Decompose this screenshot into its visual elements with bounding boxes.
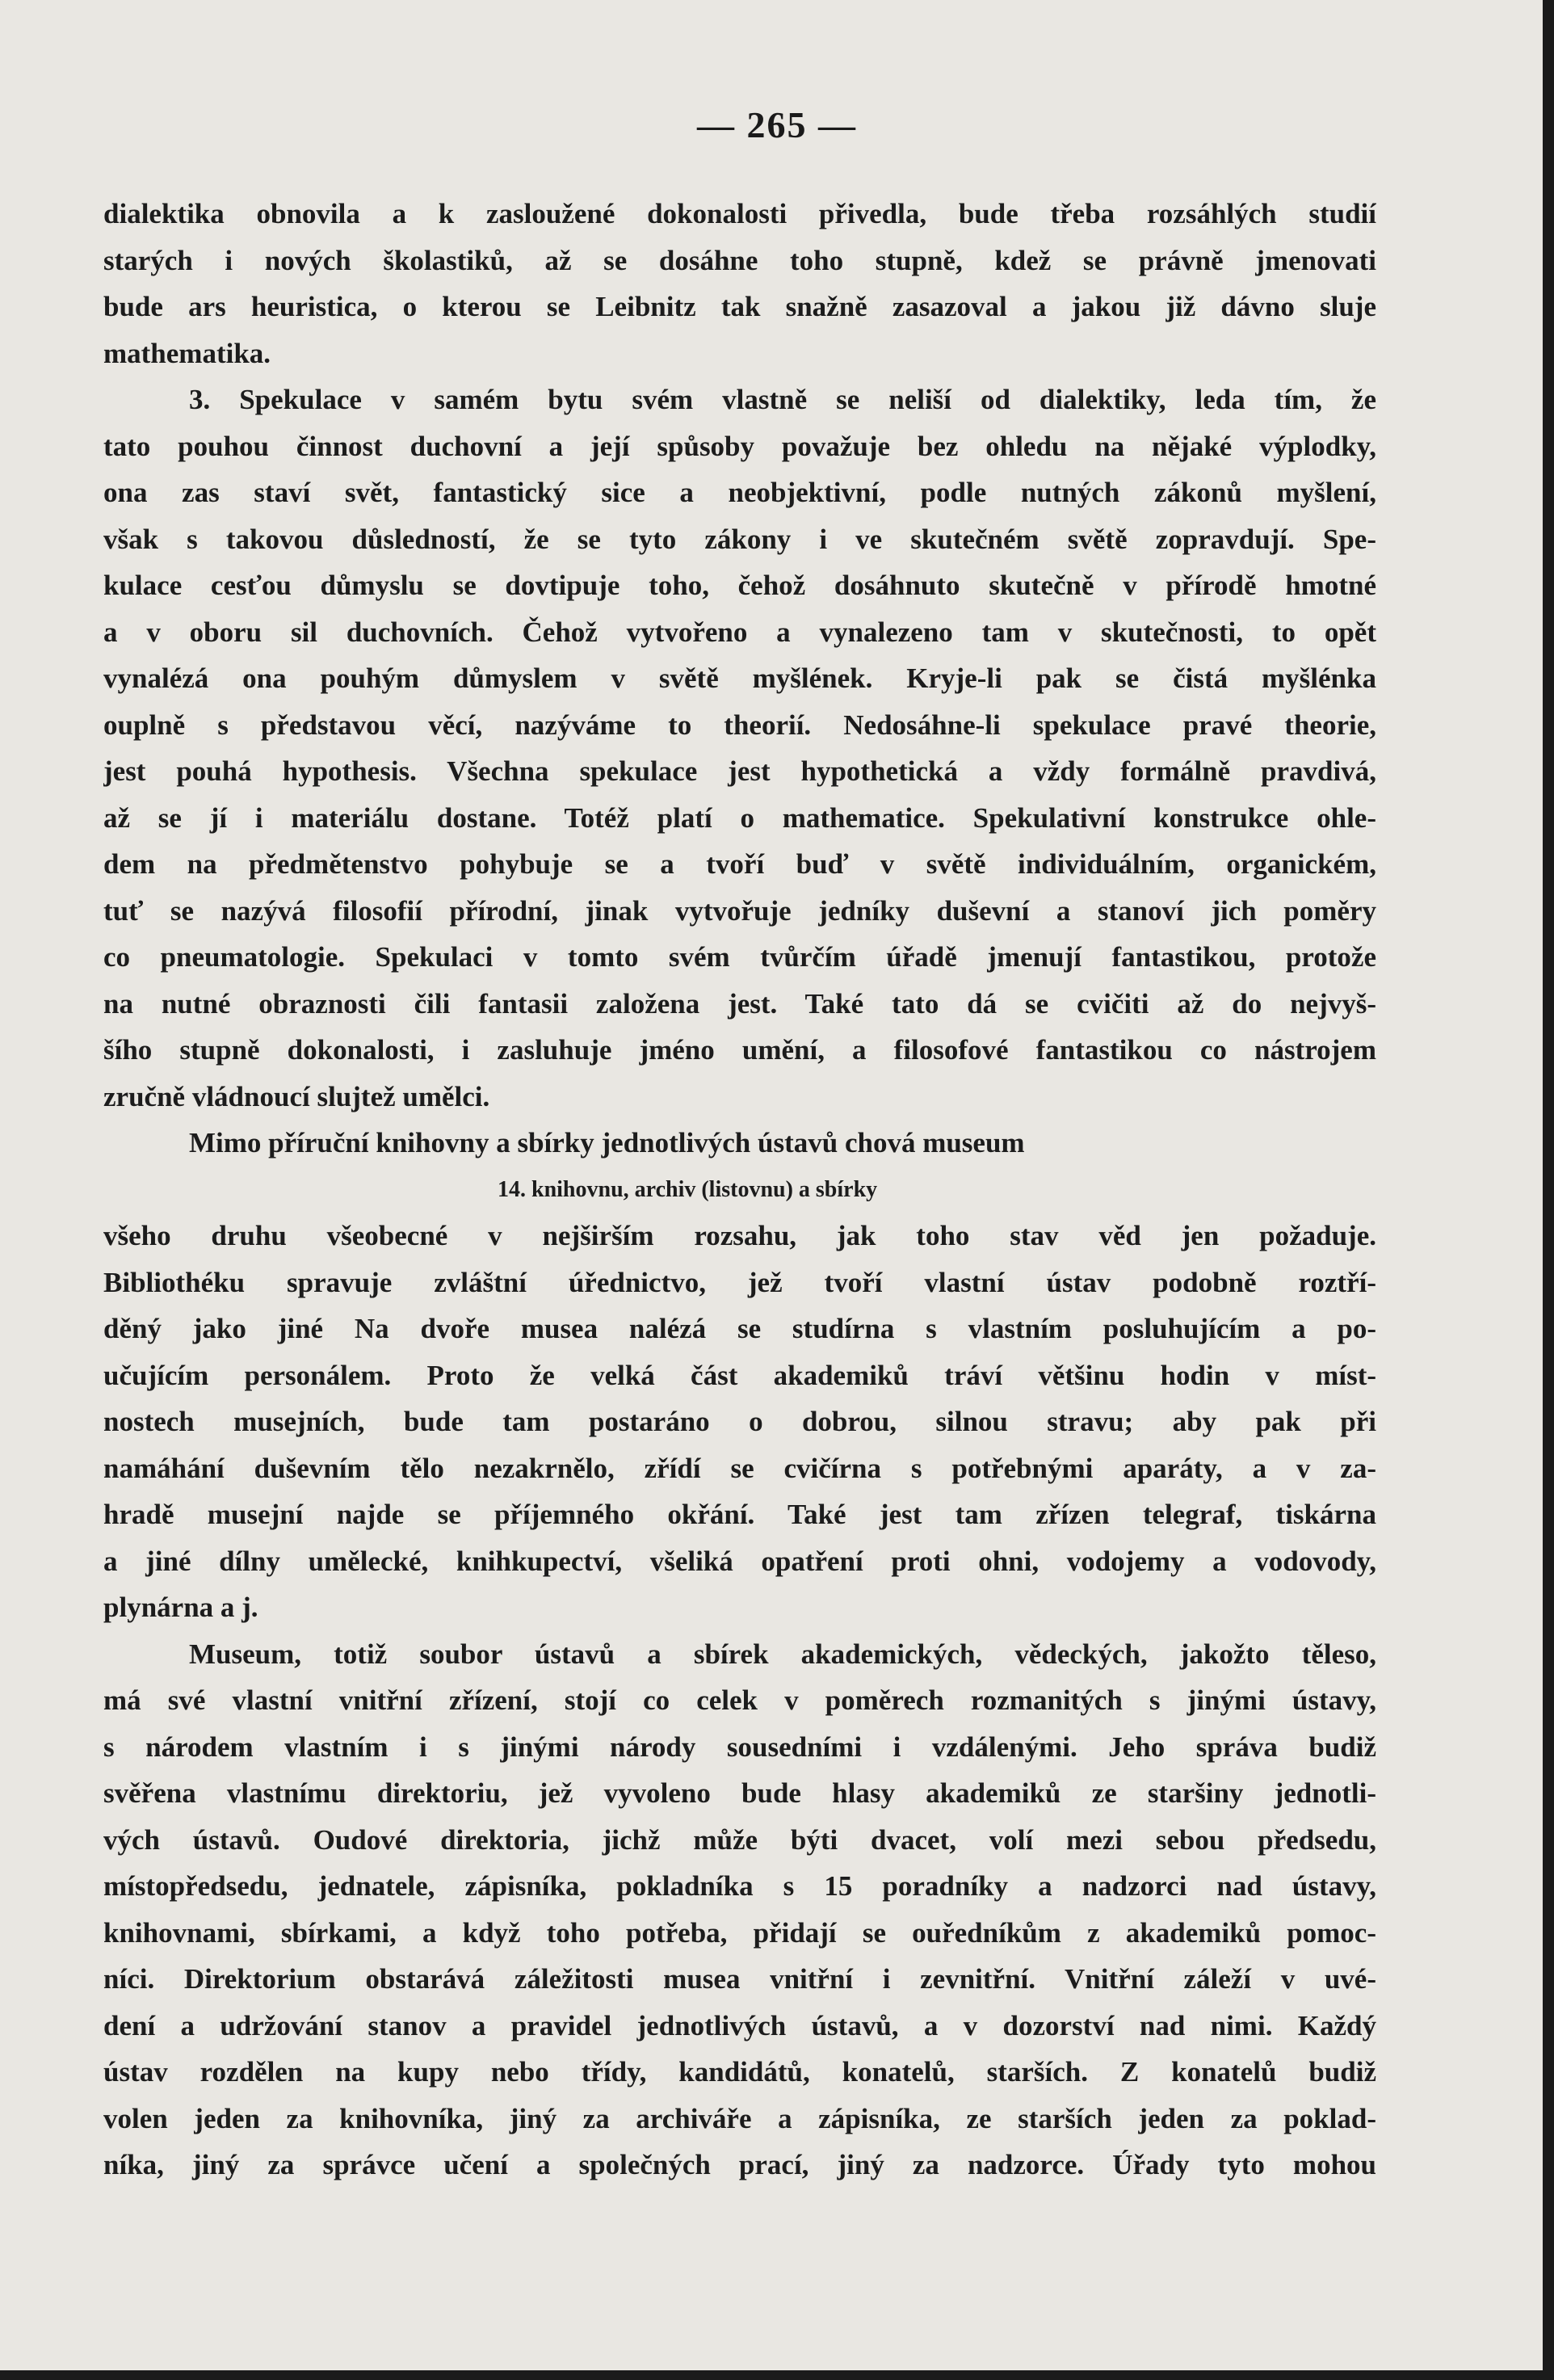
text-line: ústav rozdělen na kupy nebo třídy, kandidátů, konatelů, starších. Z konatelů budiž xyxy=(103,2056,1376,2088)
text-line: jest pouhá hypothesis. Všechna spekulace jest hypothetická a vždy formálně pravdivá, xyxy=(103,755,1376,787)
text-line: Bibliothéku spravuje zvláštní úřednictvo, jež tvoří vlastní ústav podobně roztří- xyxy=(103,1266,1376,1298)
marginal-heading-line: 14. knihovnu, archiv (listovnu) a sbírky xyxy=(498,1176,878,1202)
text-line: místopředsedu, jednatele, zápisníka, pokladníka s 15 poradníky a nadzorci nad ústavy, xyxy=(103,1870,1376,1902)
text-line: Mimo příruční knihovny a sbírky jednotlivých ústavů chová museum xyxy=(189,1127,1025,1158)
text-line: kulace cesťou důmyslu se dovtipuje toho, čehož dosáhnuto skutečně v přírodě hmotné xyxy=(103,570,1376,601)
scan-edge-bottom xyxy=(0,2370,1554,2380)
text-line: knihovnami, sbírkami, a když toho potřeba, přidají se ouředníkům z akademiků pomoc- xyxy=(103,1916,1376,1949)
text-line: bude ars heuristica, o kterou se Leibnitz tak snažně zasazoval a jakou již dávno sluje xyxy=(103,291,1376,322)
text-line: níka, jiný za správce učení a společných prací, jiný za nadzorce. Úřady tyto mohou xyxy=(103,2149,1376,2180)
text-line: zručně vládnoucí slujtež umělci. xyxy=(103,1080,490,1112)
text-line: šího stupně dokonalosti, i zasluhuje jméno umění, a filosofové fantastikou co nástrojem xyxy=(103,1034,1376,1066)
text-line: až se jí i materiálu dostane. Totéž platí o mathematice. Spekulativní konstrukce ohle- xyxy=(103,801,1376,834)
text-line: starých i nových školastiků, až se dosáhne toho stupně, kdež se právně jmenovati xyxy=(103,244,1376,276)
text-line: na nutné obraznosti čili fantasii založena jest. Také tato dá se cvičiti až do nejvyš- xyxy=(103,987,1376,1020)
text-line: dení a udržování stanov a pravidel jednotlivých ústavů, a v dozorství nad nimi. Každý xyxy=(103,2009,1376,2042)
text-line: ona zas staví svět, fantastický sice a neobjektivní, podle nutných zákonů myšlení, xyxy=(103,477,1376,508)
text-line: tato pouhou činnost duchovní a její spůsoby považuje bez ohledu na nějaké výplodky, xyxy=(103,430,1376,462)
text-line: dem na předmětenstvo pohybuje se a tvoří buď v světě individuálním, organickém, xyxy=(103,848,1376,880)
body-text xyxy=(103,191,1376,2189)
page-number: — 265 — xyxy=(697,104,857,145)
text-line: všeho druhu všeobecné v nejširším rozsahu, jak toho stav věd jen požaduje. xyxy=(103,1220,1376,1251)
text-line: 3. Spekulace v samém bytu svém vlastně se neliší od dialektiky, leda tím, že xyxy=(189,384,1376,415)
text-line: níci. Direktorium obstarává záležitosti musea vnitřní i zevnitřní. Vnitřní záleží v uvé- xyxy=(103,1963,1376,1995)
text-line: volen jeden za knihovníka, jiný za archiváře a zápisníka, ze starších jeden za poklad- xyxy=(103,2102,1376,2134)
text-line: vých ústavů. Oudové direktoria, jichž může býti dvacet, volí mezi sebou předsedu, xyxy=(103,1823,1376,1856)
text-line: tuť se nazývá filosofií přírodní, jinak vytvořuje jedníky duševní a stanoví jich poměry xyxy=(103,894,1376,927)
text-line: ouplně s představou věcí, nazýváme to theorií. Nedosáhne-li spekulace pravé theorie, xyxy=(103,709,1376,741)
text-line: učujícím personálem. Proto že velká část akademiků tráví většinu hodin v míst- xyxy=(103,1359,1376,1391)
text-line: děný jako jiné Na dvoře musea nalézá se studírna s vlastním posluhujícím a po- xyxy=(103,1313,1376,1344)
text-line: s národem vlastním i s jinými národy sousedními i vzdálenými. Jeho správa budiž xyxy=(103,1730,1376,1763)
text-line: plynárna a j. xyxy=(103,1592,258,1623)
text-line: Museum, totiž soubor ústavů a sbírek akademických, vědeckých, jakožto těleso, xyxy=(189,1638,1376,1670)
scan-edge-right xyxy=(1543,0,1554,2380)
text-line: dialektika obnovila a k zasloužené dokonalosti přivedla, bude třeba rozsáhlých studií xyxy=(103,198,1376,229)
text-line: nostech musejních, bude tam postaráno o dobrou, silnou stravu; aby pak při xyxy=(103,1406,1376,1437)
text-line: však s takovou důsledností, že se tyto zákony i ve skutečném světě zopravdují. Spe- xyxy=(103,523,1376,555)
text-line: co pneumatologie. Spekulaci v tomto svém tvůrčím úřadě jmenují fantastikou, protože xyxy=(103,941,1376,973)
text-line: a jiné dílny umělecké, knihkupectví, všeliká opatření proti ohni, vodojemy a vodovody, xyxy=(103,1545,1376,1577)
text-line: svěřena vlastnímu direktoriu, jež vyvoleno bude hlasy akademiků ze staršiny jednotli- xyxy=(103,1777,1376,1809)
text-line: namáhání duševním tělo nezakrnělo, zřídí se cvičírna s potřebnými aparáty, a v za- xyxy=(103,1452,1376,1484)
text-line: vynalézá ona pouhým důmyslem v světě myšlének. Kryje-li pak se čistá myšlénka xyxy=(103,662,1376,694)
text-line: hradě musejní najde se příjemného okřání. Také jest tam zřízen telegraf, tiskárna xyxy=(103,1499,1376,1530)
text-line: má své vlastní vnitřní zřízení, stojí co celek v poměrech rozmanitých s jinými ústavy, xyxy=(103,1684,1376,1716)
text-line: mathematika. xyxy=(103,337,271,369)
text-line: a v oboru sil duchovních. Čehož vytvořeno a vynalezeno tam v skutečnosti, to opět xyxy=(103,616,1376,648)
